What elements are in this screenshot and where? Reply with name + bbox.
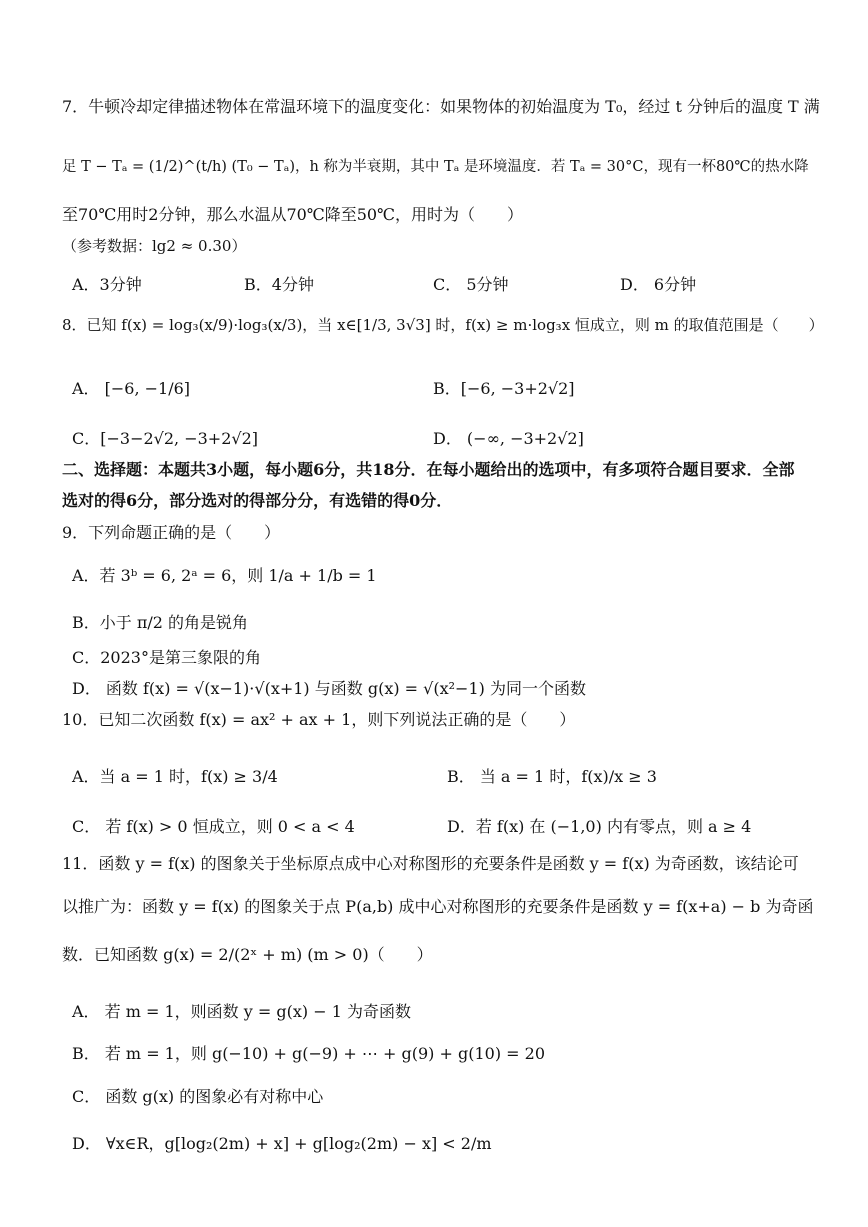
q11-line1: 11．函数 y = f(x) 的图象关于坐标原点成中心对称图形的充要条件是函数 y = f(x) 为奇函数，该结论可 [62, 854, 799, 873]
q11-line3: 数．已知函数 g(x) = 2/(2ˣ + m) (m > 0)（ ） [62, 945, 433, 964]
q8-stem: 8．已知 f(x) = log₃(x/9)·log₃(x/3)，当 x∈[1/3, 3√3] 时，f(x) ≥ m·log₃x 恒成立，则 m 的取值范围是（ ） [62, 316, 824, 334]
q9-option-d: D． 函数 f(x) = √(x−1)·√(x+1) 与函数 g(x) = √(x²−1) 为同一个函数 [72, 679, 586, 698]
q7-reference-data: （参考数据：lg2 ≈ 0.30） [62, 237, 247, 255]
q7-option-d: D． 6分钟 [620, 275, 697, 294]
q7-line1: 7．牛顿冷却定律描述物体在常温环境下的温度变化：如果物体的初始温度为 T₀，经过 t 分钟后的温度 T 满 [62, 97, 820, 116]
q7-option-b: B．4分钟 [244, 275, 314, 294]
q8-option-c: C．[−3−2√2, −3+2√2] [72, 429, 258, 448]
q9-option-b: B．小于 π/2 的角是锐角 [72, 613, 249, 632]
q10-option-c: C． 若 f(x) > 0 恒成立，则 0 < a < 4 [72, 817, 355, 836]
q9-stem: 9．下列命题正确的是（ ） [62, 523, 281, 542]
q10-option-b: B． 当 a = 1 时，f(x)/x ≥ 3 [447, 767, 657, 786]
q9-option-a: A．若 3ᵇ = 6, 2ᵃ = 6，则 1/a + 1/b = 1 [72, 566, 377, 585]
q9-option-c: C．2023°是第三象限的角 [72, 648, 261, 667]
q7-line3: 至70℃用时2分钟，那么水温从70℃降至50℃，用时为（ ） [62, 205, 523, 224]
q10-option-d: D．若 f(x) 在 (−1,0) 内有零点，则 a ≥ 4 [447, 817, 752, 836]
q7-option-c: C． 5分钟 [433, 275, 509, 294]
section2-line2: 选对的得6分，部分选对的得部分分，有选错的得0分． [62, 491, 453, 510]
q7-line2: 足 T − Tₐ = (1/2)^(t/h) (T₀ − Tₐ)，h 称为半衰期，其中 Tₐ 是环境温度．若 Tₐ = 30°C，现有一杯80℃的热水降 [62, 159, 809, 175]
q10-option-a: A．当 a = 1 时，f(x) ≥ 3/4 [72, 767, 278, 786]
q11-option-d: D． ∀x∈R，g[log₂(2m) + x] + g[log₂(2m) − x] < 2/m [72, 1134, 492, 1153]
q10-stem: 10．已知二次函数 f(x) = ax² + ax + 1，则下列说法正确的是（ ） [62, 710, 576, 729]
q11-option-a: A． 若 m = 1，则函数 y = g(x) − 1 为奇函数 [72, 1002, 411, 1021]
q11-option-b: B． 若 m = 1，则 g(−10) + g(−9) + ⋯ + g(9) + g(10) = 20 [72, 1044, 545, 1063]
q8-option-d: D． (−∞, −3+2√2] [433, 429, 584, 448]
q7-option-a: A．3分钟 [72, 275, 142, 294]
q8-option-b: B．[−6, −3+2√2] [433, 379, 575, 398]
q11-option-c: C． 函数 g(x) 的图象必有对称中心 [72, 1087, 324, 1106]
section2-line1: 二、选择题：本题共3小题，每小题6分，共18分．在每小题给出的选项中，有多项符合题目要求．全部 [62, 460, 795, 479]
q11-line2: 以推广为：函数 y = f(x) 的图象关于点 P(a,b) 成中心对称图形的充要条件是函数 y = f(x+a) − b 为奇函 [62, 897, 814, 916]
q8-option-a: A． [−6, −1/6] [72, 379, 191, 398]
